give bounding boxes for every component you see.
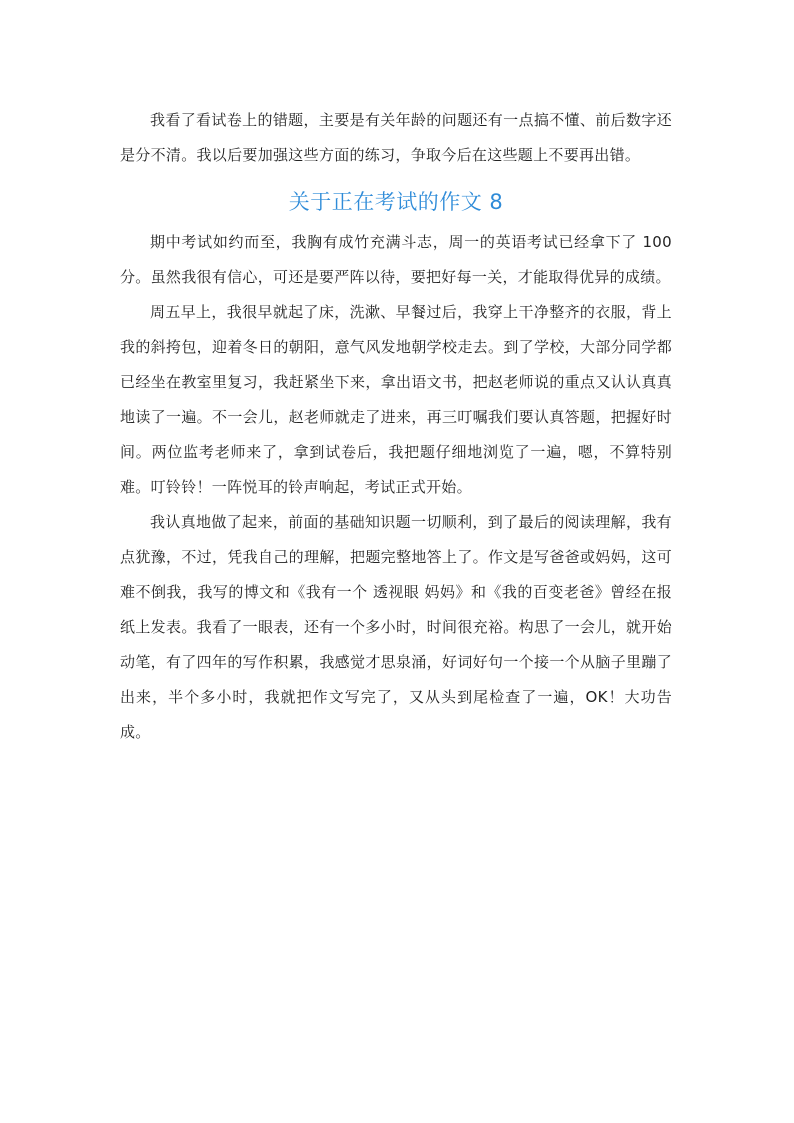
paragraph-2: 期中考试如约而至，我胸有成竹充满斗志，周一的英语考试已经拿下了 100 分。虽然我很有信心，可还是要严阵以待，要把好每一关，才能取得优异的成绩。: [120, 233, 672, 286]
paragraph-1: 我看了看试卷上的错题，主要是有关年龄的问题还有一点搞不懂、前后数字还是分不清。我以后要加强这些方面的练习，争取今后在这些题上不要再出错。: [120, 111, 672, 164]
paragraph-4: 我认真地做了起来，前面的基础知识题一切顺利，到了最后的阅读理解，我有点犹豫，不过，凭我自己的理解，把题完整地答上了。作文是写爸爸或妈妈，这可难不倒我，我写的博文和《我有一个 透视眼 妈妈》和《我的百变老爸》曾经在报纸上发表。我看了一眼表，还有一个多小时，时间很充裕。构思了一会儿，就开始动笔，有了四年的写作积累，我感觉才思泉涌，好词好句一个接一个从脑子里蹦了出来，半个多小时，我就把作文写完了，又从头到尾检查了一遍，OK！大功告成。: [120, 513, 672, 741]
document-body: [120, 103, 672, 750]
paragraph-3: 周五早上，我很早就起了床，洗漱、早餐过后，我穿上干净整齐的衣服，背上我的斜挎包，迎着冬日的朝阳，意气风发地朝学校走去。到了学校，大部分同学都已经坐在教室里复习，我赶紧坐下来，拿出语文书，把赵老师说的重点又认认真真地读了一遍。不一会儿，赵老师就走了进来，再三叮嘱我们要认真答题，把握好时间。两位监考老师来了，拿到试卷后，我把题仔细地浏览了一遍，嗯，不算特别难。叮铃铃！一阵悦耳的铃声响起，考试正式开始。: [120, 303, 672, 496]
section-title: 关于正在考试的作文 8: [288, 190, 504, 214]
